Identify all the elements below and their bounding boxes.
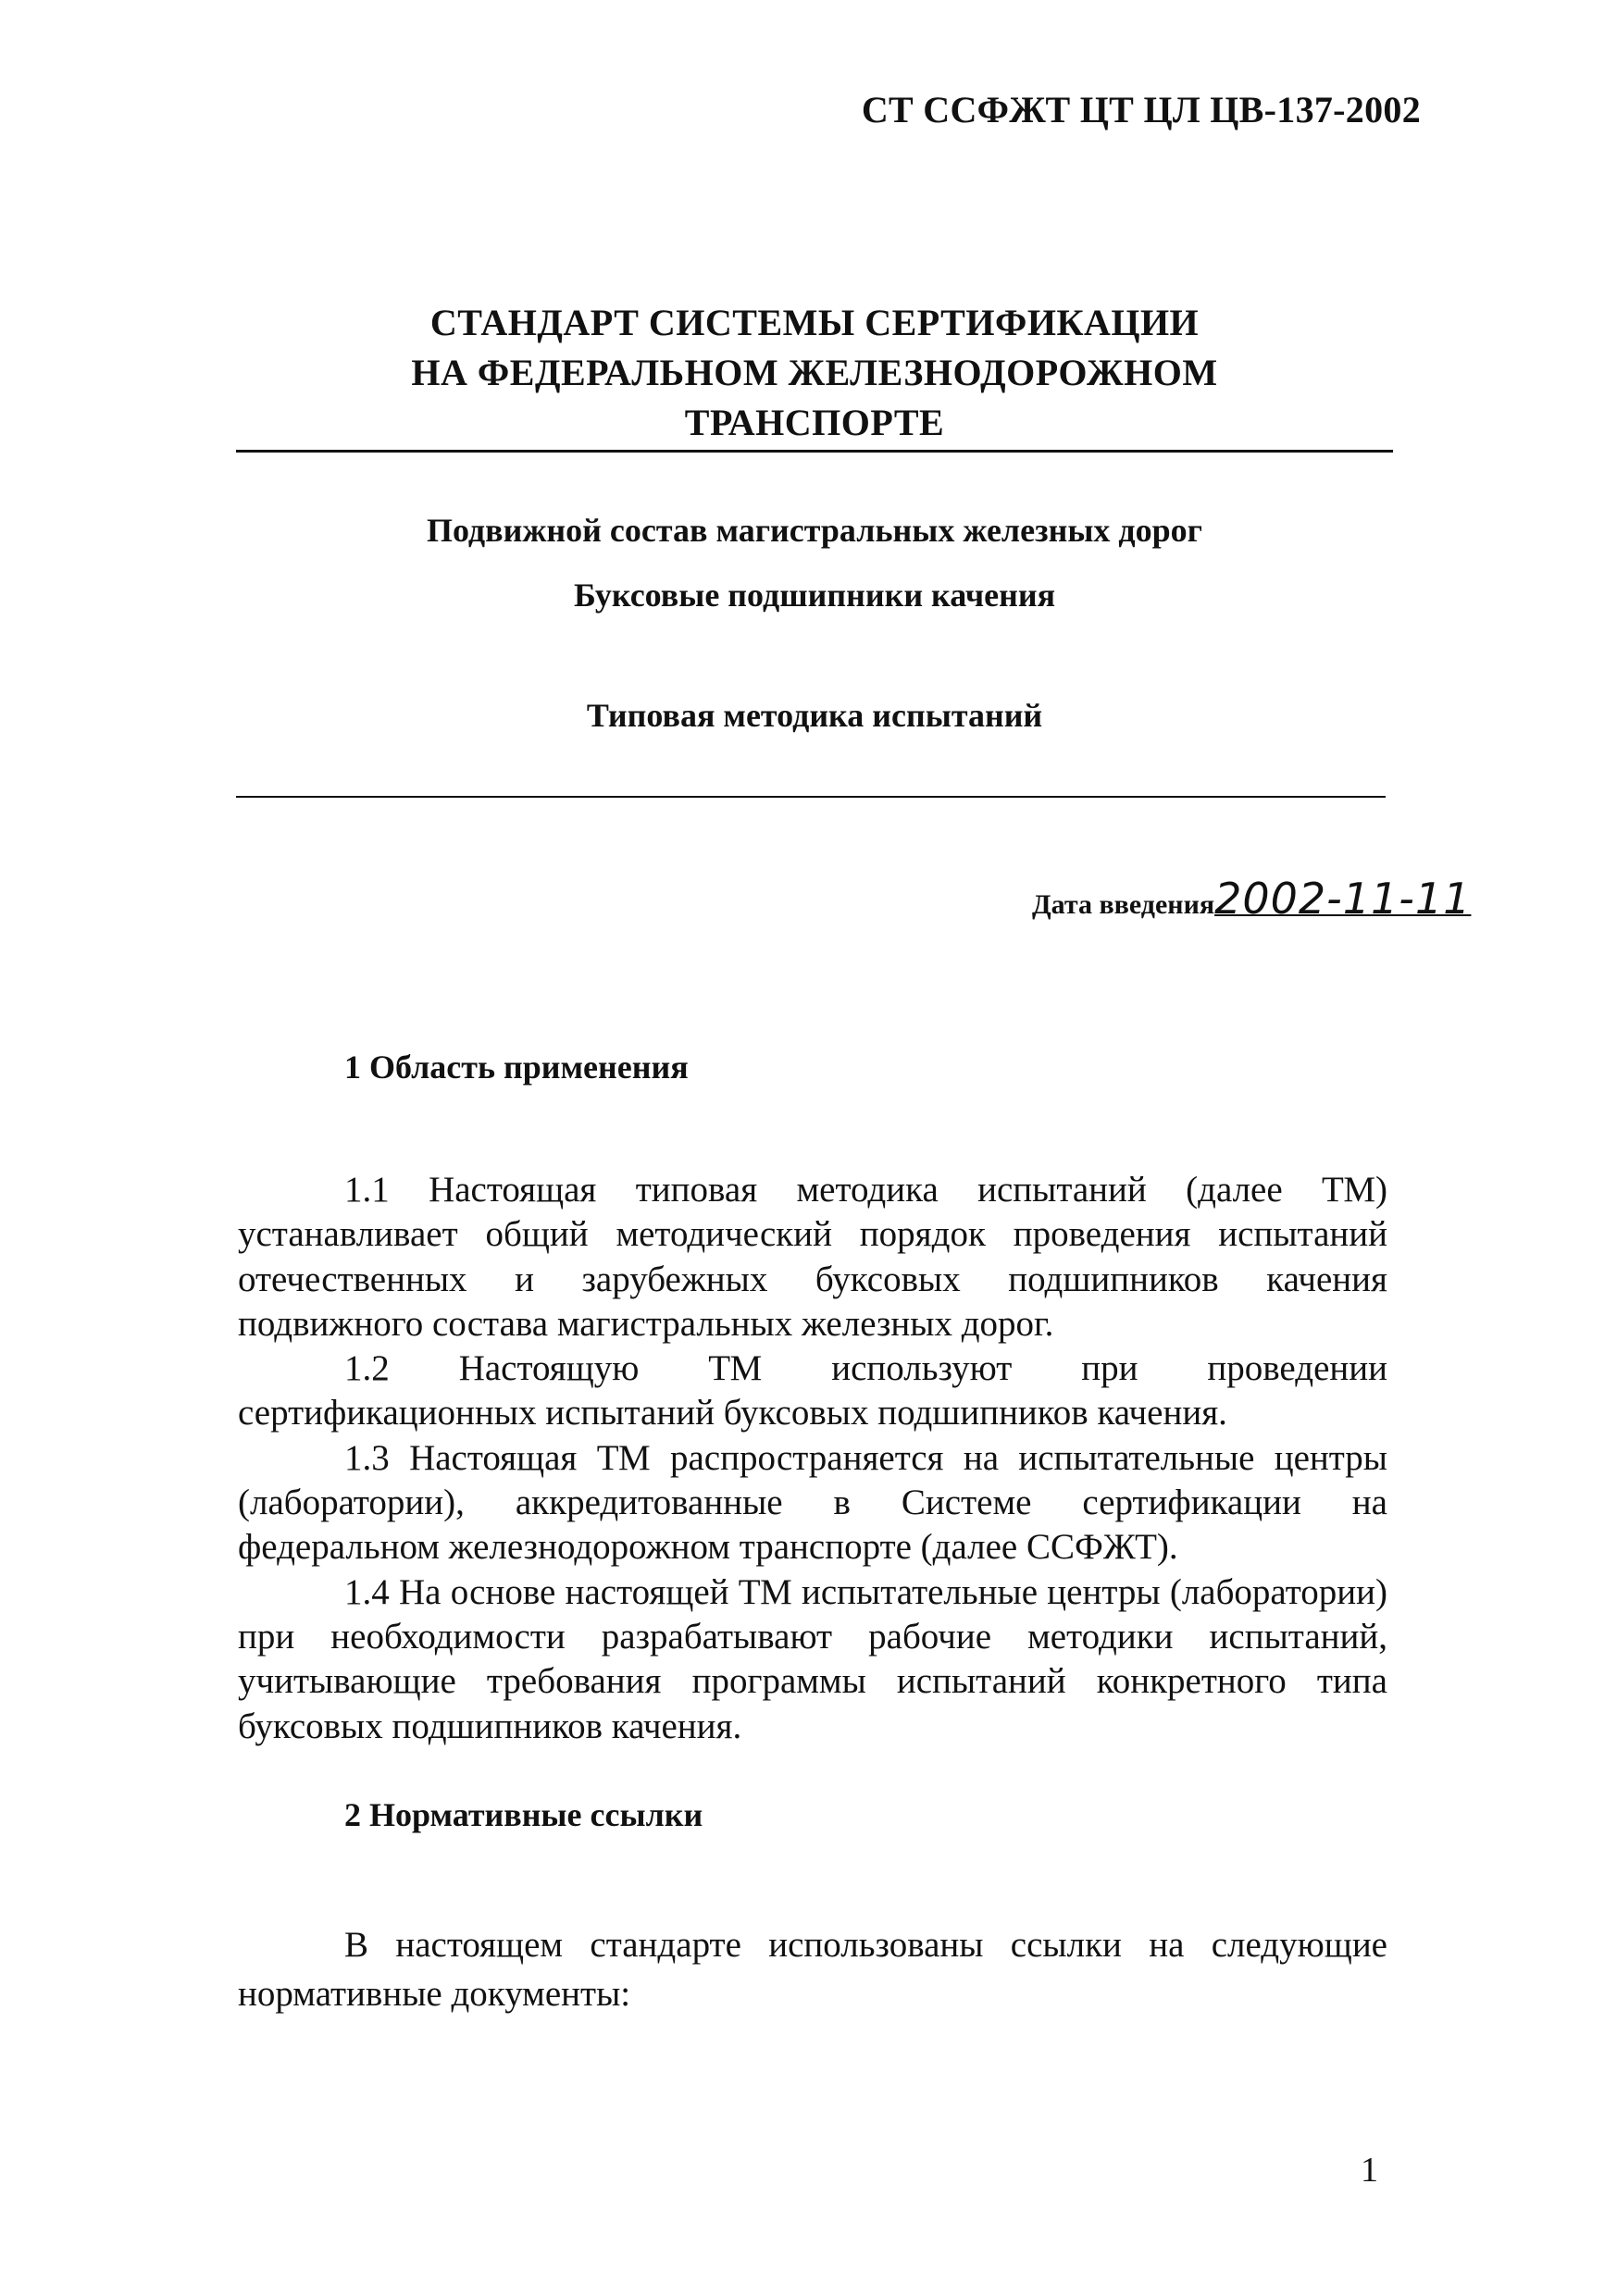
- paragraph: 1.4 На основе настоящей ТМ испытательные центры (лаборатории) при необходимости разрабатывают рабочие методики испытаний, учитывающие требования программы испытаний конкретного типа буксовых подшипников качения.: [238, 1571, 1387, 1746]
- page-number: 1: [1361, 2151, 1378, 2190]
- paragraph: 1.1 Настоящая типовая методика испытаний (далее ТМ) устанавливает общий методический порядок проведения испытаний отечественных и зарубежных буксовых подшипников качения подвижного состава магистральных железных дорог.: [238, 1170, 1387, 1344]
- subtitle-line: Подвижной состав магистральных железных дорог: [426, 512, 1203, 549]
- section-heading: 1 Область применения: [344, 1049, 689, 1086]
- subtitle-line: Буксовые подшипники качения: [573, 577, 1056, 614]
- title-line: НА ФЕДЕРАЛЬНОМ ЖЕЛЕЗНОДОРОЖНОМ: [411, 352, 1218, 393]
- section-body: [238, 1920, 1387, 2018]
- document-code: СТ ССФЖТ ЦТ ЦЛ ЦВ-137-2002: [861, 89, 1421, 130]
- subtitle-line: Типовая методика испытаний: [586, 697, 1043, 734]
- title-line: СТАНДАРТ СИСТЕМЫ СЕРТИФИКАЦИИ: [429, 302, 1200, 343]
- introduction-date: [1032, 874, 1471, 924]
- section-body: [238, 1168, 1387, 1749]
- introduction-date-value: 2002-11-11: [1214, 874, 1472, 924]
- paragraph: В настоящем стандарте использованы ссылки на следующие нормативные документы:: [238, 1925, 1387, 2014]
- standard-title: [236, 298, 1393, 448]
- subtitle-divider: [236, 796, 1386, 798]
- title-divider: [236, 450, 1393, 453]
- section-heading: 2 Нормативные ссылки: [344, 1796, 703, 1833]
- introduction-date-label: Дата введения: [1032, 889, 1215, 920]
- title-line: ТРАНСПОРТЕ: [684, 402, 945, 443]
- paragraph: 1.3 Настоящая ТМ распространяется на испытательные центры (лаборатории), аккредитованные в Системе сертификации на федеральном железнодорожном транспорте (далее ССФЖТ).: [238, 1437, 1387, 1568]
- paragraph: 1.2 Настоящую ТМ используют при проведении сертификационных испытаний буксовых подшипников качения.: [238, 1348, 1387, 1433]
